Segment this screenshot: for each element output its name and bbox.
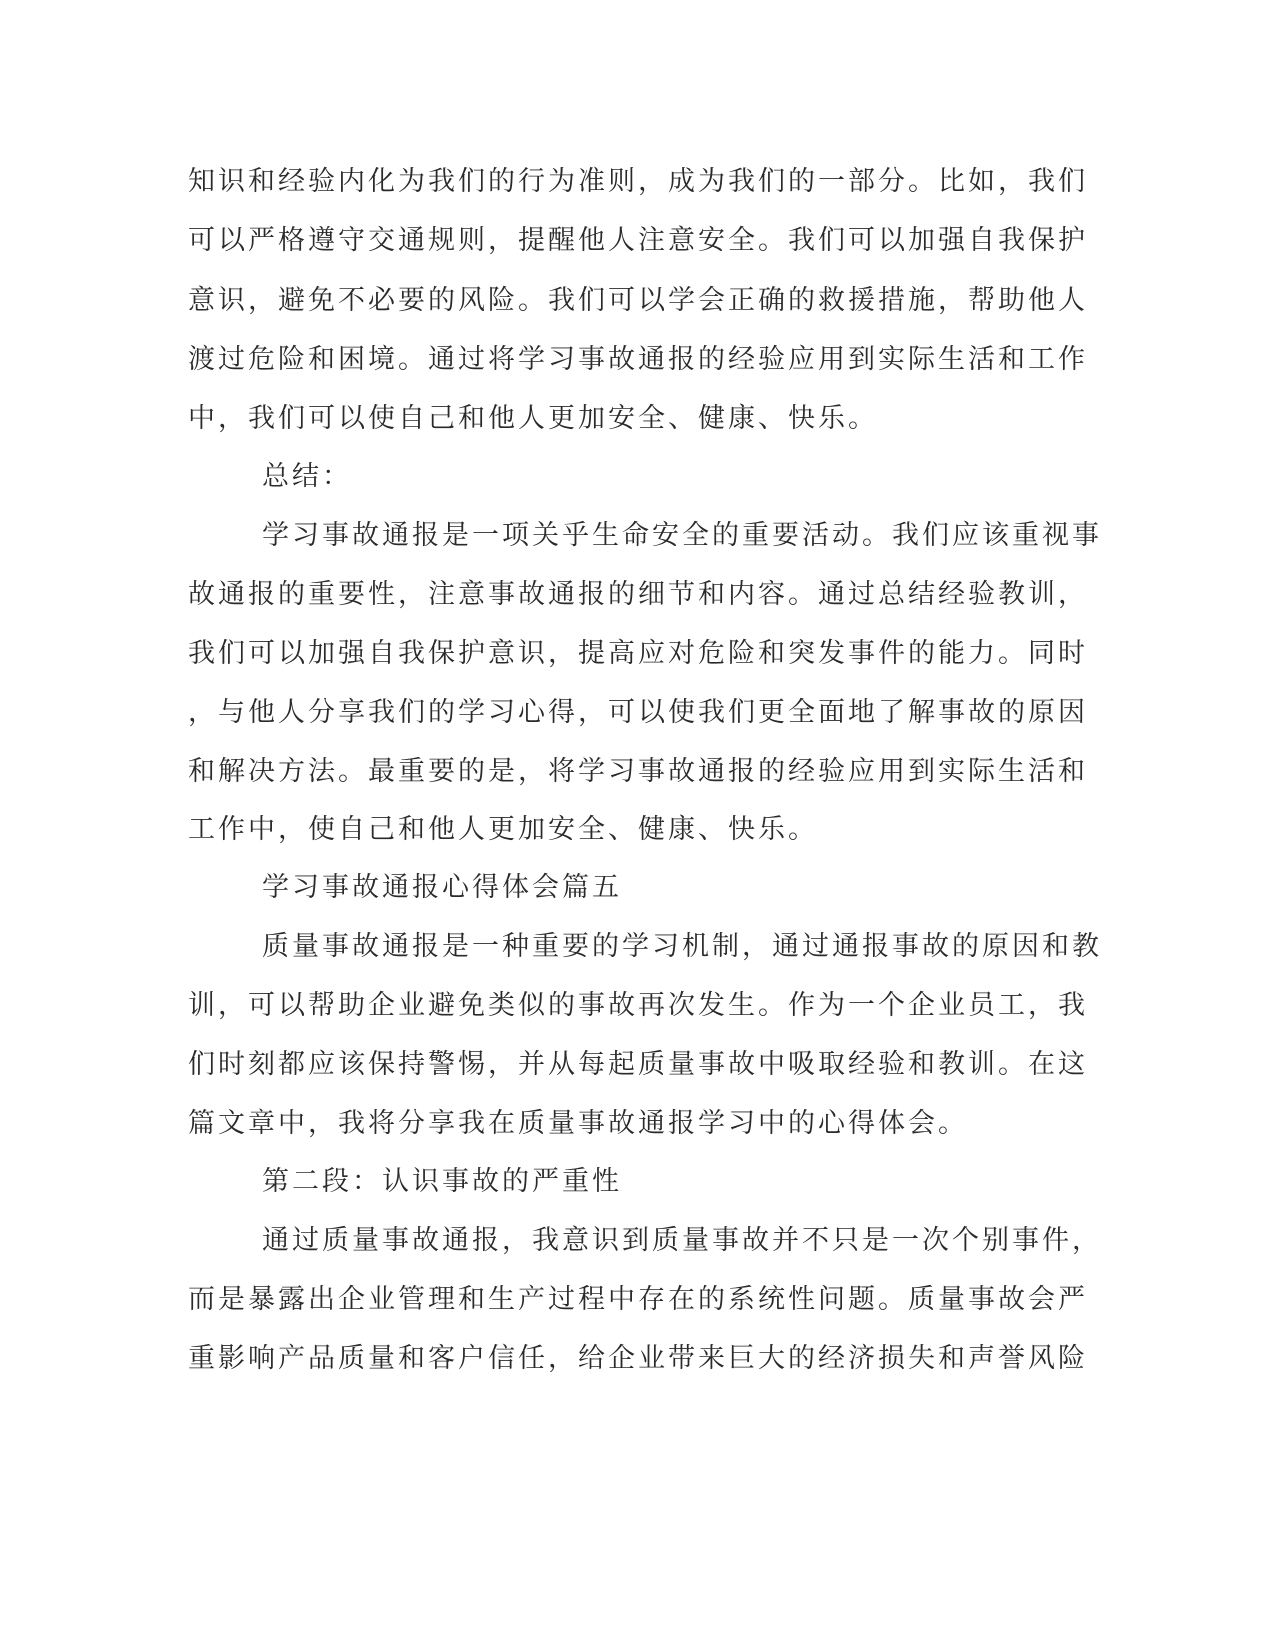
body-text-line: ，与他人分享我们的学习心得，可以使我们更全面地了解事故的原因 [188,697,1088,728]
body-text-line: 我们可以加强自我保护意识，提高应对危险和突发事件的能力。同时 [188,638,1088,669]
body-text-line: 工作中，使自己和他人更加安全、健康、快乐。 [188,814,818,845]
body-text-line: 和解决方法。最重要的是，将学习事故通报的经验应用到实际生活和 [188,756,1088,787]
body-text-line: 知识和经验内化为我们的行为准则，成为我们的一部分。比如，我们 [188,166,1088,197]
body-text-line: 渡过危险和困境。通过将学习事故通报的经验应用到实际生活和工作 [188,344,1088,375]
body-text-line: 重影响产品质量和客户信任，给企业带来巨大的经济损失和声誉风险 [188,1343,1088,1374]
body-text-line: 中，我们可以使自己和他人更加安全、健康、快乐。 [188,403,878,434]
section-heading-summary: 总结： [262,461,352,492]
section-heading-part-five: 学习事故通报心得体会篇五 [262,872,622,903]
body-text-line: 质量事故通报是一种重要的学习机制，通过通报事故的原因和教 [262,931,1102,962]
body-text-line: 意识，避免不必要的风险。我们可以学会正确的救援措施，帮助他人 [188,285,1088,316]
body-text-line: 而是暴露出企业管理和生产过程中存在的系统性问题。质量事故会严 [188,1284,1088,1315]
body-text-line: 学习事故通报是一项关乎生命安全的重要活动。我们应该重视事 [262,520,1102,551]
body-text-line: 可以严格遵守交通规则，提醒他人注意安全。我们可以加强自我保护 [188,225,1088,256]
body-text-line: 通过质量事故通报，我意识到质量事故并不只是一次个别事件， [262,1225,1102,1256]
section-heading-second-paragraph: 第二段：认识事故的严重性 [262,1166,622,1197]
body-text-line: 们时刻都应该保持警惕，并从每起质量事故中吸取经验和教训。在这 [188,1049,1088,1080]
body-text-line: 故通报的重要性，注意事故通报的细节和内容。通过总结经验教训， [188,579,1088,610]
body-text-line: 篇文章中，我将分享我在质量事故通报学习中的心得体会。 [188,1108,968,1139]
body-text-line: 训，可以帮助企业避免类似的事故再次发生。作为一个企业员工，我 [188,990,1088,1021]
